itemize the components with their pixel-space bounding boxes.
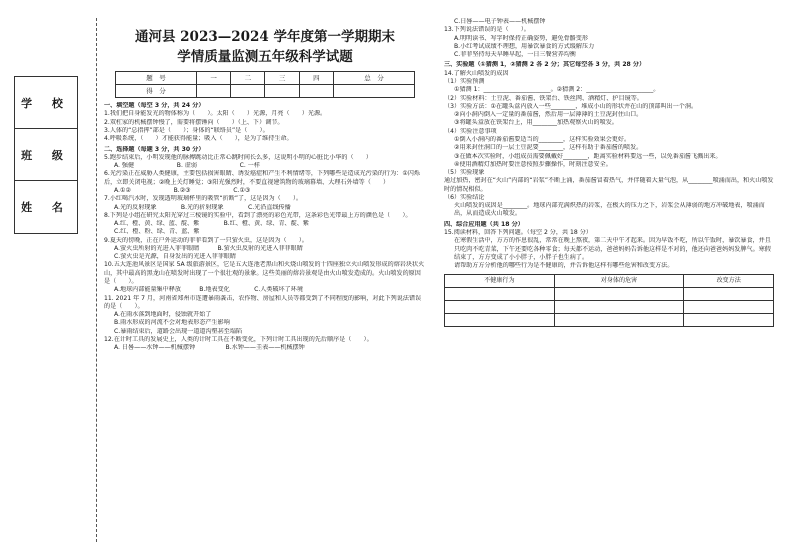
left-column	[104, 18, 426, 353]
question-line: 10.五大连池风景区是国家 5A 级旅游景区，它是五大连池老黑山和火烧山喷发的十四座独立火山喷发形成的熔岩块状火山，其中最高的黑龙山在喷发时出现了一个很壮观的景象。这些美丽的熔岩景观是由火山喷发造成的。火山喷发的原因是（ ）。	[104, 261, 425, 286]
question-line: C.日晷——电子钟表——机械摆钟	[454, 18, 546, 25]
habit-answer-cell[interactable]	[684, 301, 774, 314]
question-line: C.菲菲坚持每天早睡早起，一日三餐营养均衡	[454, 51, 576, 59]
score-cell[interactable]	[231, 85, 265, 98]
question-line: A. 强健 B. 虚弱 C. 一样	[114, 162, 260, 170]
question-line: 在寒假生活中，方方的作息很乱，常常在晚上熬夜，第二天中午才起来。因为早饭不吃，所以午饭时，暴饮暴食，并且只吃肉不吃青菜，下午还要吃各种零食；每天都不运动，爸爸妈妈告诉他这样是不对的，他还向爸爸妈妈发脾气。寒假结束了，方方变成了小小胖子，小胖子也生病了。	[454, 237, 771, 261]
question-line: A.红、橙、黄、绿、蓝、靛、紫 B.红、橙、黄、绿、青、靛、紫	[114, 220, 309, 228]
habit-answer-cell[interactable]	[554, 288, 684, 301]
habit-answer-cell[interactable]	[554, 314, 684, 327]
question-line: 13.下列说法错误的是（ ）。	[444, 26, 530, 34]
score-header: 二	[231, 72, 265, 85]
score-table	[115, 71, 415, 98]
habit-answer-cell[interactable]	[684, 288, 774, 301]
question-line: ②用来封住洞口的一层土豆泥要________，这样有助于番茄酱的喷发。	[454, 144, 643, 152]
habit-answer-cell[interactable]	[445, 288, 555, 301]
score-header: 题 号	[116, 72, 197, 85]
left-question-list	[104, 102, 426, 352]
question-line: 2.双杠家的机械摆钟慢了，需要将摆锤向（ ）（上、下）调节。	[104, 118, 284, 126]
question-line: （5）实验现象	[444, 169, 485, 177]
score-cell[interactable]	[333, 85, 414, 98]
score-row-label: 得 分	[116, 85, 197, 98]
health-habit-table	[444, 274, 774, 327]
question-line: （3）实验方法：①在罐头盒内放入一些________，堆成小山的形状并在山的顶部叫出一个洞。	[444, 102, 698, 110]
question-line: ③将罐头盒放在铁架台上，用________加热观察火山的喷发。	[454, 119, 618, 127]
question-line: 3.人体的“总指挥”部是（ ）；身体的“联络员”是（ ）。	[104, 126, 269, 134]
question-line: 6.光污染正在威胁人类健康，主要包括损害眼睛、诱发癌症和产生不利情绪等，下列哪些是造成光污染的行为：①闪烁后，立即关闭电视；②晚上关灯睡觉；③阳光强烈时，不要直视建筑物的玻璃幕墙、大理石外墙等（ ）	[104, 170, 420, 186]
question-line: A.光的反射现象 B.光的折射现象 C.光沿直线传播	[114, 203, 291, 211]
question-line: ①倒入小洞内的番茄酱要适当的________，这样实验效果会更好。	[454, 135, 631, 143]
section-heading: 三、实验题（①猜测 1，②猜测 2 各 2 分；其它每空各 3 分，共 28 分）	[444, 61, 646, 69]
binding-line	[96, 18, 97, 542]
school-label: 学 校	[15, 77, 77, 129]
question-line: 请帮助方方分析他的哪些行为是不健康的，并告诉他这样有哪些危害和改变方法。	[454, 262, 674, 270]
question-line: B.雨水形成的河流不会对地表形态产生影响	[114, 319, 230, 327]
question-line: A. 日晷——水钟——机械摆钟 B.水钟——圭表——机械摆钟	[114, 344, 305, 352]
score-header: 三	[265, 72, 299, 85]
question-line: 7.小红喝汽水时，发现透明玻璃杯里的吸管“折断”了，这是因为（ ）。	[104, 195, 302, 203]
question-line: 14.了解火山喷发的成因	[444, 69, 509, 77]
section-heading: 四、综合应用题（共 18 分）	[444, 220, 524, 228]
question-line: ④使用酒精灯加热时要注意按照步骤操作，时刻注意安全。	[454, 160, 612, 168]
section-heading: 二、选择题（每题 3 分，共 30 分）	[104, 145, 205, 153]
section-heading: 一、填空题（每空 3 分，共 24 分）	[104, 102, 205, 110]
habit-answer-cell[interactable]	[445, 314, 555, 327]
score-cell[interactable]	[299, 85, 333, 98]
question-line: 通过加热，密封在“火山”内部的“岩浆”不断上涌，番茄酱冒着热气，并伴随着大量气泡，从________喷涌而出，和火山喷发时的情况相似。	[444, 177, 774, 193]
habit-header: 不健康行为	[445, 275, 555, 288]
question-line: ①猜测 1：______________________。②猜测 2：______________________。	[454, 86, 660, 94]
question-line: 11. 2021 年 7 月，河南省郑州市连遭暴雨袭击，农作物、房屋和人员等都受到了不同程度的影响，对此下列说法错误的是（ ）。	[104, 294, 422, 310]
question-line: A.①② B.②③ C.①③	[114, 186, 251, 194]
question-line: C.萤火虫是光源，自身发出的光进入菲菲眼睛	[114, 253, 236, 261]
student-info-box	[14, 76, 78, 234]
question-line: 火山喷发的成因是________。地球内部充满炽热的岩浆，在极大的压力之下，岩浆会从薄弱的地方冲破地表，喷涌而出，从而造成火山喷发。	[454, 202, 765, 218]
score-cell[interactable]	[265, 85, 299, 98]
title-line-1: 通河县 2023—2024 学年度第一学期期末	[134, 29, 396, 45]
score-header: 一	[197, 72, 231, 85]
right-column	[444, 18, 774, 327]
name-label: 姓 名	[21, 201, 71, 214]
class-label: 班 级	[15, 129, 77, 181]
score-cell[interactable]	[197, 85, 231, 98]
title-line-2: 学情质量监测五年级科学试题	[177, 48, 353, 65]
score-header: 四	[299, 72, 333, 85]
habit-answer-cell[interactable]	[554, 301, 684, 314]
question-line: C.红、橙、粉、绿、青、蓝、紫	[114, 228, 200, 236]
question-line: （4）实验注意事项	[444, 127, 497, 135]
score-header: 总 分	[333, 72, 414, 85]
habit-answer-cell[interactable]	[445, 301, 555, 314]
question-line: （1）实验预测	[444, 77, 485, 85]
habit-header: 对身体的危害	[554, 275, 684, 288]
question-line: 15.阅读材料，回答下列问题。（每空 2 分，共 18 分）	[444, 229, 592, 237]
question-line: C.暴雨结束后，道路会出现一道道沟壑甚至塌陷	[114, 327, 243, 335]
question-line: 4.呼吸系统，（ ）才能获得能量；吸入（ ），是为了维持生命。	[104, 135, 293, 143]
question-line: ③在做本次实验时，小组成员需要佩戴好________，距离实验材料要远一些，以免番茄酱飞溅出来。	[454, 152, 722, 160]
habit-header: 改变方法	[684, 275, 774, 288]
question-line: A.萤火虫所射的光进入菲菲眼睛 B.萤火虫反射的光进入菲菲眼睛	[114, 244, 303, 252]
question-line: （2）实验材料：土豆泥、番茄酱、铁架台、铁丝网、酒精灯、护目镜等。	[444, 94, 643, 102]
question-line: 9.夏天的傍晚，正在户外运动的菲菲看到了一只萤火虫，这是因为（ ）。	[104, 236, 308, 244]
question-line: A.明明读书、写字时保持正确姿势，避免骨骼变形	[454, 34, 588, 42]
question-line: （6）实验结论	[444, 193, 485, 201]
question-line: A.地球内部能量集中释放 B.地表变化 C.人类破坏了环境	[114, 286, 303, 294]
question-line: 12.在计时工具的发展史上，人类的计时工具在不断变化，下列计时工具出现的先后顺序是（ ）。	[104, 336, 373, 343]
question-line: 1.我们把自身能发光的物体称为（ ）。太阳（ ）光源，月亮（ ）光源。	[104, 110, 327, 118]
exam-title	[104, 28, 426, 67]
question-line: B.小红考试成绩不理想，用暴饮暴食的方式缓解压力	[454, 42, 595, 50]
question-line: 5.跑步结束后，小明发现他的脉搏跳动比正常心跳时间长么多，这说明小明的心脏比小华的（ ）	[104, 153, 372, 161]
question-line: A.在雨水落到地面时，侵蚀就开始了	[114, 311, 212, 319]
question-line: 8.下列是小组在研究太阳光穿过三棱镜的实验中，看到了漂亮的彩色光带，这条彩色光带最上方的颜色是（ ）。	[104, 211, 412, 219]
question-line: ②向小洞内倒入一定量的番茄酱，然后用一层薄薄的土豆泥封住山口。	[454, 111, 643, 119]
habit-answer-cell[interactable]	[684, 314, 774, 327]
right-question-list	[444, 18, 774, 270]
